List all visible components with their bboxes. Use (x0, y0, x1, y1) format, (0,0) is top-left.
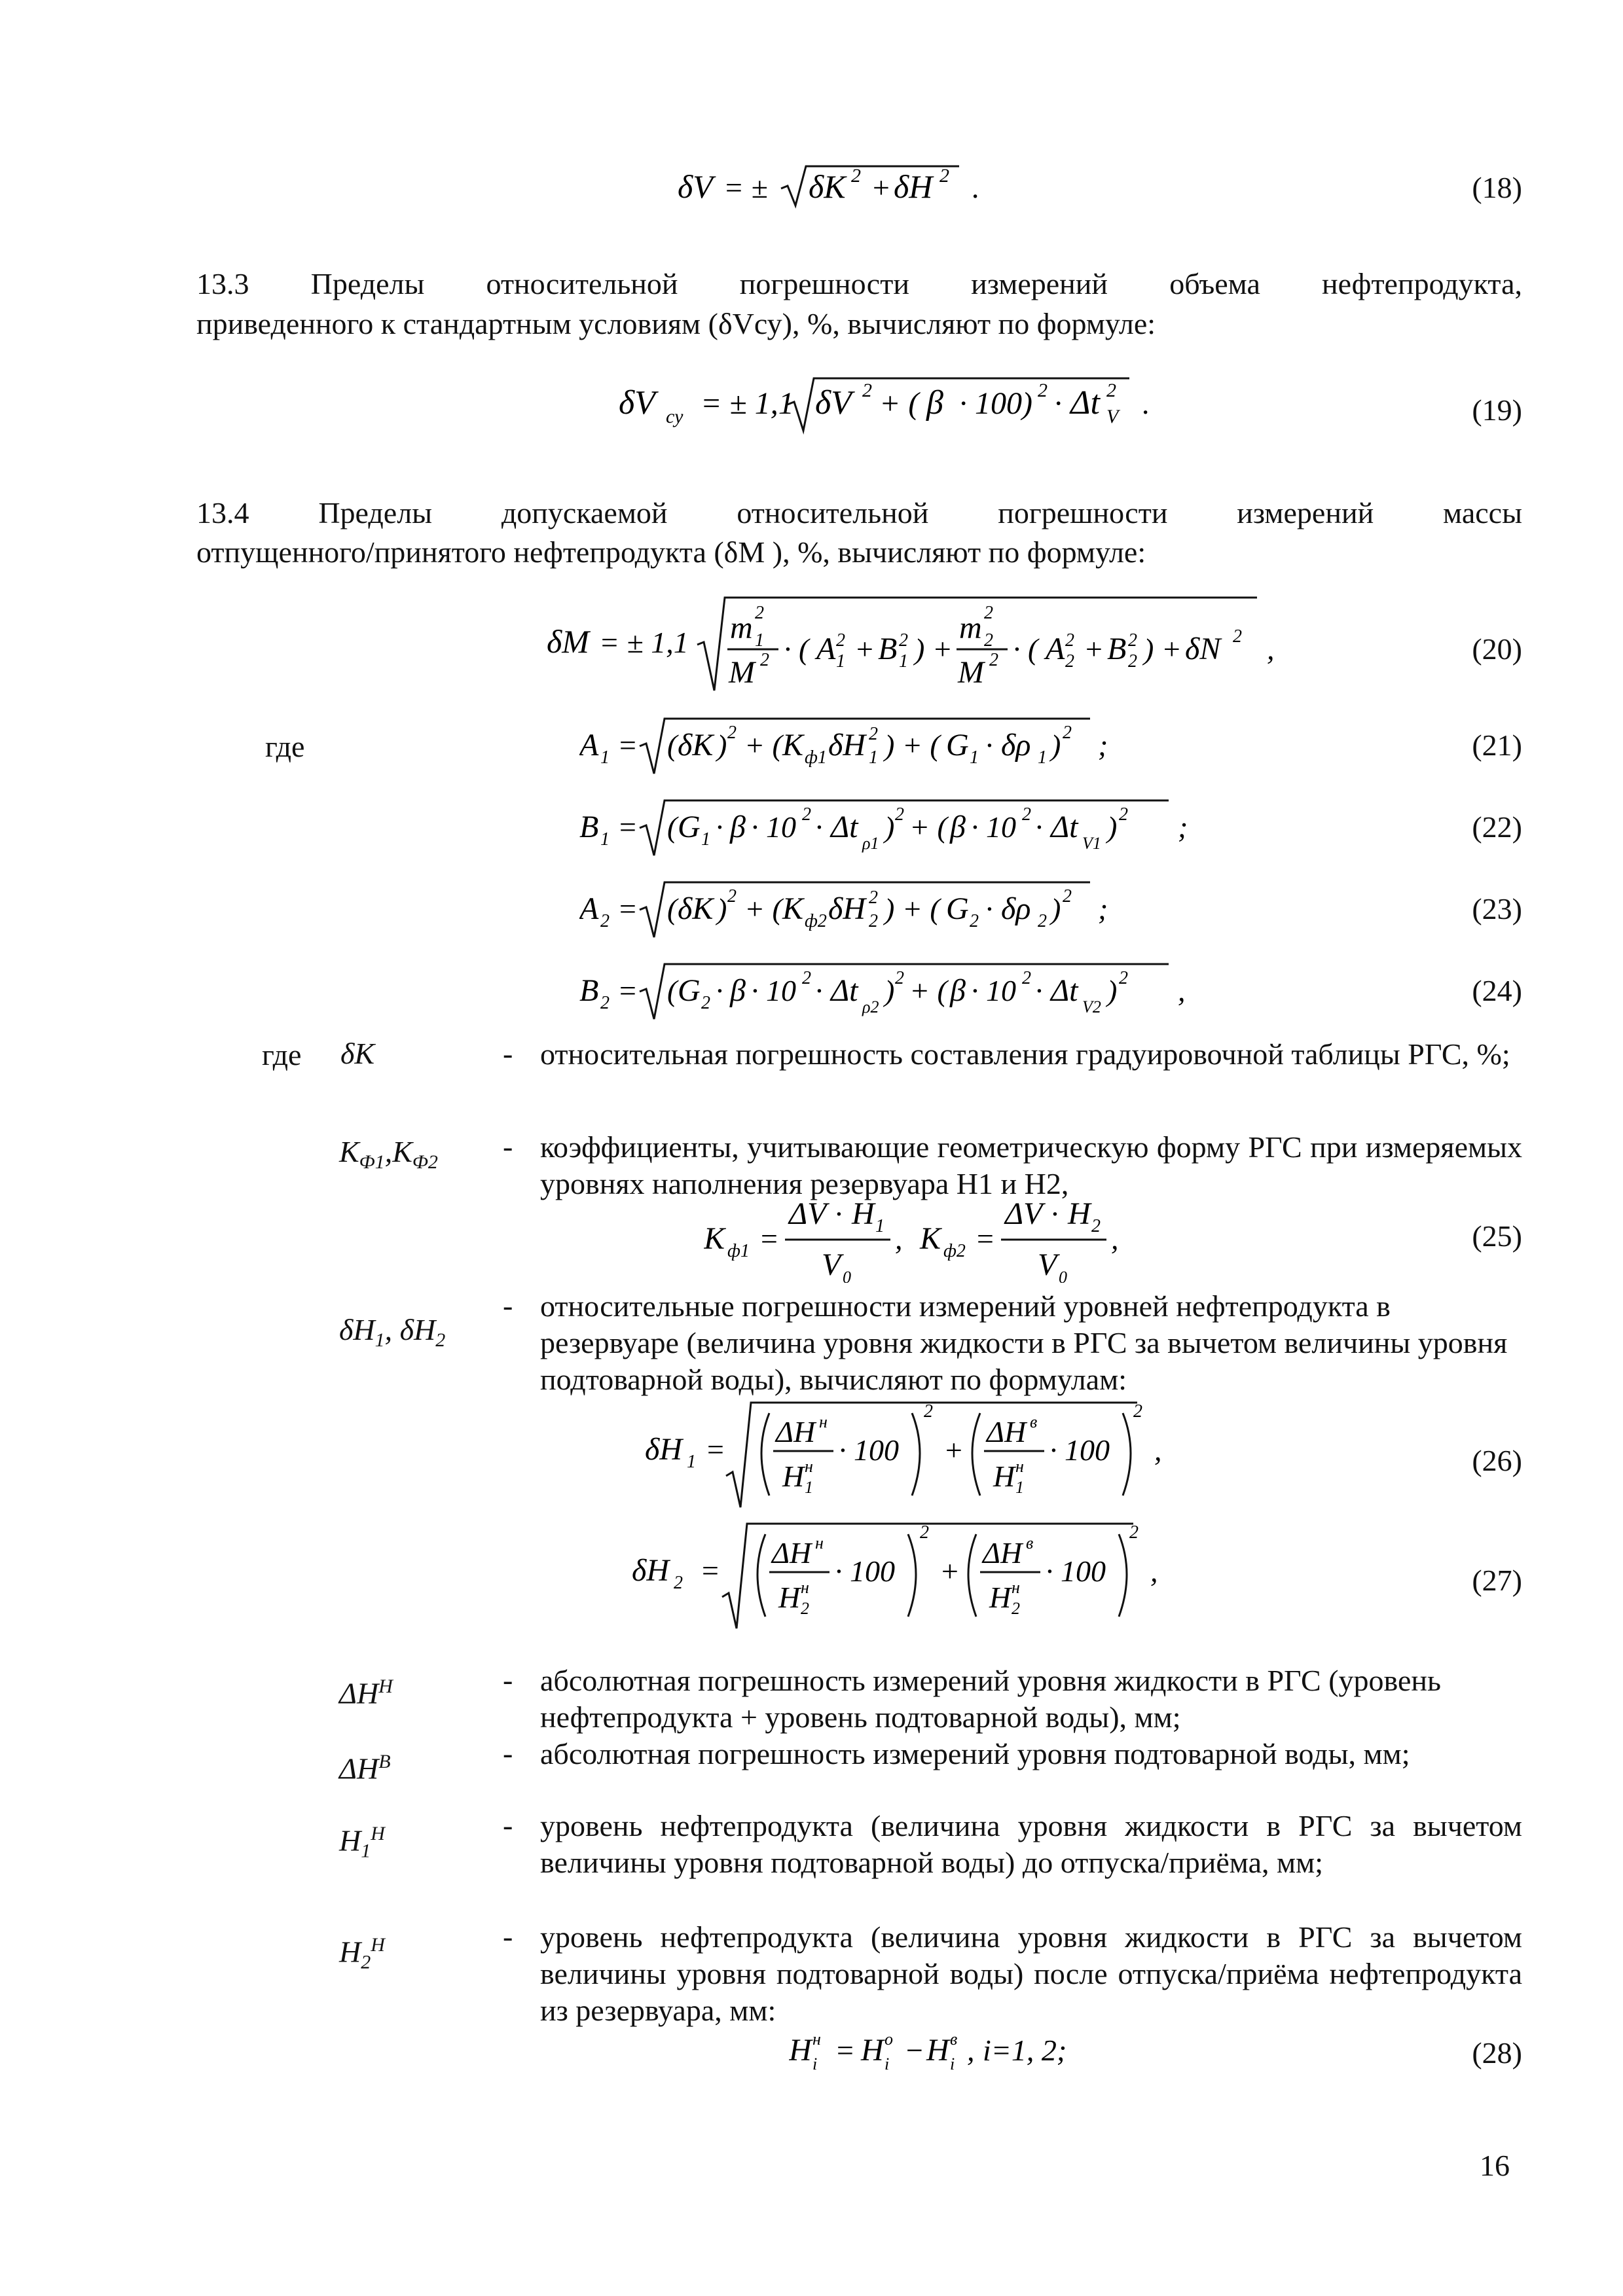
formula-20-render (547, 592, 1319, 697)
formula-19 (619, 373, 1208, 439)
def-symbol-h1n: $H_1^Н$ (339, 1823, 385, 1862)
svg-text:2: 2 (895, 804, 904, 825)
svg-text:· 100): · 100) (959, 386, 1032, 421)
formula-24 (579, 959, 1234, 1024)
para-13-3-line1: 13.3 Пределы относительной погрешности измерений объема нефтепродукта, (196, 267, 1522, 300)
svg-text:G: G (678, 973, 701, 1008)
svg-text:i: i (884, 2054, 890, 2073)
def-text-h2n: уровень нефтепродукта (величина уровня жидкости в РГС за вычетом величины уровня подтоварной воды) после отпуска/приёма нефтепродукта из резервуара, мм: (540, 1920, 1522, 2027)
svg-text:Δt: Δt (1070, 384, 1100, 422)
svg-text:δH: δH (828, 891, 866, 926)
svg-text:·: · (716, 810, 723, 844)
svg-text:=: = (617, 892, 638, 925)
svg-text:+ (: + ( (744, 892, 782, 925)
svg-text:): ) (1107, 810, 1118, 844)
svg-text:β: β (950, 810, 966, 844)
svg-text:K: K (920, 1221, 941, 1256)
svg-text:): ) (1107, 974, 1118, 1007)
svg-text:2: 2 (1091, 1216, 1101, 1236)
svg-text:=: = (835, 2034, 856, 2067)
svg-text:H: H (926, 2033, 949, 2068)
svg-text:1: 1 (899, 651, 908, 672)
def-text-dhn: абсолютная погрешность измерений уровня жидкости в РГС (уровень нефтепродукта + уровень подтоварной воды), мм; (540, 1664, 1442, 1734)
svg-text:i: i (812, 2054, 818, 2073)
svg-text:δH: δH (632, 1553, 669, 1588)
svg-text:ф2: ф2 (805, 911, 827, 931)
svg-text:2: 2 (727, 723, 737, 743)
svg-text:,: , (1267, 632, 1275, 666)
svg-text:) +: ) + (915, 632, 953, 666)
svg-text:=: = (705, 1433, 726, 1466)
formula-22 (579, 795, 1234, 861)
svg-text:· 100: · 100 (835, 1554, 895, 1588)
svg-text:2: 2 (939, 165, 949, 187)
svg-text:δK: δK (678, 891, 714, 926)
formula-21 (579, 713, 1169, 779)
svg-text:0: 0 (843, 1268, 851, 1283)
svg-text:о: о (884, 2030, 893, 2049)
svg-text:2: 2 (1119, 968, 1128, 988)
formula-28-number: (28) (1472, 2036, 1522, 2070)
svg-text:н: н (819, 1412, 828, 1431)
svg-text:(: ( (667, 810, 678, 844)
svg-text:ΔV: ΔV (789, 1196, 827, 1231)
svg-text:B: B (878, 632, 898, 666)
svg-text:2: 2 (1038, 911, 1047, 931)
svg-text:H: H (782, 1460, 805, 1493)
svg-text:V: V (822, 1247, 841, 1282)
svg-text:;: ; (1098, 892, 1108, 925)
svg-text:ф1: ф1 (727, 1241, 750, 1261)
svg-text:2: 2 (869, 724, 878, 744)
svg-text:H: H (1068, 1196, 1091, 1231)
svg-text:·: · (985, 728, 993, 762)
svg-text:B: B (579, 973, 599, 1008)
def-dash: - (503, 1663, 513, 1696)
def-symbol-dK: δК (340, 1037, 374, 1070)
svg-text:2: 2 (1133, 1401, 1142, 1422)
svg-text:H: H (989, 1581, 1012, 1614)
svg-text:2: 2 (802, 968, 811, 988)
formula-24-render (579, 959, 1234, 1024)
svg-text:·: · (1035, 974, 1043, 1007)
svg-text:1: 1 (701, 829, 710, 850)
svg-text:· (: · ( (1013, 632, 1038, 666)
svg-text:2: 2 (1022, 968, 1031, 988)
svg-text:1: 1 (875, 1216, 884, 1236)
svg-text:2: 2 (701, 993, 710, 1013)
svg-text:+: + (939, 1554, 960, 1588)
svg-text:,: , (1154, 1433, 1162, 1467)
svg-text:,: , (967, 2034, 975, 2067)
svg-text:=: = (617, 974, 638, 1007)
svg-text:2: 2 (924, 1401, 933, 1422)
svg-text:1: 1 (869, 747, 878, 768)
formula-28 (789, 2022, 1182, 2081)
svg-text:2: 2 (1106, 380, 1116, 401)
svg-text:ΔV: ΔV (1005, 1196, 1043, 1231)
svg-text:н: н (1015, 1457, 1024, 1476)
svg-text:2: 2 (1065, 630, 1074, 651)
svg-text:Δt: Δt (1051, 810, 1078, 844)
def-symbol-dhn: $\Delta H^Н$ (339, 1676, 393, 1710)
svg-text:=: = (617, 728, 638, 762)
svg-text:1: 1 (755, 630, 764, 651)
svg-text:2: 2 (970, 911, 979, 931)
where-label-2: где (262, 1038, 302, 1071)
svg-text:H: H (852, 1196, 875, 1231)
svg-text:· 100: · 100 (1049, 1433, 1110, 1467)
formula-20-number: (20) (1472, 632, 1522, 666)
formula-20 (547, 592, 1319, 697)
svg-text:G: G (946, 728, 969, 762)
svg-text:δH: δH (645, 1432, 682, 1467)
svg-text:· 100: · 100 (839, 1433, 899, 1467)
svg-text:,: , (1150, 1554, 1158, 1588)
svg-text:K: K (782, 728, 804, 762)
svg-text:2: 2 (1129, 1522, 1139, 1543)
def-dash: - (503, 1808, 513, 1842)
svg-text:−: − (904, 2034, 925, 2067)
svg-text:2: 2 (760, 650, 769, 670)
svg-text:·: · (985, 892, 993, 925)
formula-27-number: (27) (1472, 1564, 1522, 1597)
def-symbol-h2n: $H_2^Н$ (339, 1934, 385, 1973)
svg-text:): ) (717, 728, 727, 762)
svg-text:V: V (1106, 406, 1119, 427)
svg-text:δH: δH (828, 728, 866, 762)
svg-text:2: 2 (755, 603, 764, 623)
svg-text:V2: V2 (1082, 997, 1101, 1016)
svg-text:δM: δM (547, 623, 589, 660)
svg-text:B: B (1107, 632, 1127, 666)
svg-text:;: ; (1098, 728, 1108, 762)
svg-text:β: β (950, 973, 966, 1008)
svg-text:ρ1: ρ1 (862, 834, 879, 853)
formula-26 (645, 1397, 1234, 1509)
def-dash: - (503, 1130, 513, 1163)
svg-text:β: β (730, 973, 746, 1008)
svg-text:·: · (1035, 810, 1043, 844)
svg-text:ΔH: ΔH (776, 1415, 816, 1448)
svg-text:=: = (617, 810, 638, 844)
formula-27 (632, 1518, 1221, 1630)
svg-text:·: · (835, 1197, 843, 1230)
svg-text:(: ( (667, 974, 678, 1007)
svg-text:δV: δV (815, 384, 852, 422)
svg-text:δK: δK (809, 168, 846, 205)
svg-text:.: . (972, 171, 980, 204)
formula-18-render (678, 164, 1044, 209)
def-dash: - (503, 1920, 513, 1953)
svg-text:K: K (782, 891, 804, 926)
svg-text:2: 2 (727, 886, 737, 906)
svg-text:A: A (816, 632, 836, 666)
svg-text:2: 2 (989, 650, 998, 670)
svg-text:;: ; (1178, 810, 1188, 844)
svg-text:+ (: + ( (909, 974, 947, 1007)
formula-22-number: (22) (1472, 810, 1522, 844)
svg-text:,: , (895, 1222, 903, 1255)
def-text-kf: коэффициенты, учитывающие геометрическую форму РГС при измеряемых уровнях наполнения резервуара H1 и H2, (540, 1130, 1522, 1200)
formula-23 (579, 877, 1169, 942)
svg-text:H: H (789, 2033, 812, 2068)
formula-25-render (704, 1191, 1228, 1283)
svg-text:2: 2 (802, 804, 811, 825)
svg-text:2: 2 (1128, 651, 1137, 672)
svg-text:н: н (1012, 1578, 1020, 1597)
svg-text:2: 2 (836, 630, 845, 651)
svg-text:δV: δV (619, 384, 655, 422)
svg-text:i: i (950, 2054, 955, 2073)
svg-text:2: 2 (984, 603, 993, 623)
formula-18 (678, 164, 1044, 209)
svg-text:): ) (884, 810, 895, 844)
svg-text:Δt: Δt (831, 810, 858, 844)
formula-25-number: (25) (1472, 1219, 1522, 1253)
svg-text:1: 1 (1015, 1478, 1024, 1497)
svg-text:2: 2 (1065, 651, 1074, 672)
formula-18-number: (18) (1472, 171, 1522, 204)
svg-text:V: V (1038, 1247, 1057, 1282)
svg-text:2: 2 (600, 911, 610, 931)
svg-text:+ (: + ( (909, 810, 947, 844)
svg-text:(: ( (667, 892, 678, 925)
svg-text:): ) (717, 892, 727, 925)
svg-text:1: 1 (1038, 747, 1047, 768)
formula-21-render (579, 713, 1169, 779)
svg-text:) + (: ) + ( (884, 728, 940, 762)
svg-text:) +: ) + (1144, 632, 1182, 666)
para-13-3-line2: приведенного к стандартным условиям (δVсу), %, вычисляют по формуле: (196, 307, 1156, 340)
svg-text:2: 2 (1233, 626, 1242, 647)
svg-text:2: 2 (1012, 1599, 1020, 1618)
svg-text:.: . (1142, 387, 1150, 420)
svg-text:β: β (730, 810, 746, 844)
svg-text:=: = (759, 1222, 780, 1255)
def-text-dh: относительные погрешности измерений уровней нефтепродукта в резервуаре (величина уровня жидкости в РГС за вычетом величины уровня подтоварной воды), вычисляют по формулам: (540, 1289, 1508, 1396)
svg-text:H: H (993, 1460, 1015, 1493)
para-13-4-line1: 13.4 Пределы допускаемой относительной погрешности измерений массы (196, 496, 1522, 529)
svg-text:2: 2 (1128, 630, 1137, 651)
svg-text:A: A (1046, 632, 1065, 666)
svg-text:=: = (700, 1554, 721, 1587)
svg-text:2: 2 (869, 911, 878, 931)
svg-text:· 10: · 10 (971, 810, 1016, 844)
svg-text:Δt: Δt (831, 973, 858, 1008)
formula-21-number: (21) (1472, 728, 1522, 762)
formula-22-render (579, 795, 1234, 861)
svg-text:): ) (884, 974, 895, 1007)
svg-text:A: A (579, 728, 599, 762)
svg-text:2: 2 (1063, 886, 1072, 906)
svg-text:2: 2 (984, 630, 993, 651)
svg-text:= ±: = ± (723, 171, 768, 204)
svg-text:δN: δN (1185, 632, 1221, 666)
svg-text:β: β (926, 384, 943, 422)
svg-text:в: в (950, 2030, 958, 2049)
svg-text:·: · (815, 810, 823, 844)
svg-text:m: m (959, 611, 982, 645)
svg-text:1: 1 (687, 1452, 696, 1472)
def-symbol-dh: $\delta H_1$, $\delta H_2$ (339, 1313, 446, 1352)
svg-text:· 10: · 10 (971, 974, 1016, 1007)
svg-text:2: 2 (869, 888, 878, 908)
formula-25 (704, 1191, 1228, 1283)
formula-23-number: (23) (1472, 892, 1522, 925)
def-dash: - (503, 1037, 513, 1070)
svg-text:· 10: · 10 (751, 810, 796, 844)
def-dash: - (503, 1289, 513, 1322)
svg-text:ρ2: ρ2 (862, 997, 879, 1016)
svg-text:2: 2 (674, 1573, 683, 1593)
svg-text:+ (: + ( (879, 386, 919, 421)
def-dash: - (503, 1736, 513, 1770)
formula-27-render (632, 1518, 1221, 1630)
svg-text:ΔH: ΔH (772, 1536, 812, 1570)
svg-text:1: 1 (600, 829, 610, 850)
svg-text:в: в (1030, 1412, 1038, 1431)
svg-text:2: 2 (899, 630, 908, 651)
svg-text:· (: · ( (784, 632, 809, 666)
formula-26-render (645, 1397, 1234, 1509)
svg-text:ΔH: ΔH (987, 1415, 1027, 1448)
svg-text:1: 1 (836, 651, 845, 672)
def-text-dhv: абсолютная погрешность измерений уровня подтоварной воды, мм; (540, 1737, 1410, 1770)
svg-text:): ) (1051, 892, 1061, 925)
svg-text:· 100: · 100 (1046, 1554, 1106, 1588)
svg-text:2: 2 (600, 993, 610, 1013)
svg-text:B: B (579, 810, 599, 844)
svg-text:(: ( (667, 728, 678, 762)
svg-text:M: M (729, 655, 755, 690)
svg-text:) + (: ) + ( (884, 892, 940, 925)
svg-text:н: н (801, 1578, 809, 1597)
svg-text:н: н (815, 1534, 824, 1552)
svg-text:·: · (716, 974, 723, 1007)
svg-text:δH: δH (894, 168, 933, 205)
svg-text:0: 0 (1059, 1268, 1067, 1283)
svg-text:=: = (975, 1222, 996, 1255)
def-text-dK: относительная погрешность составления градуировочной таблицы РГС, %; (540, 1037, 1510, 1071)
svg-text:2: 2 (1063, 723, 1072, 743)
svg-text:H: H (778, 1581, 801, 1614)
svg-text:ф2: ф2 (943, 1241, 966, 1261)
svg-text:1: 1 (970, 747, 979, 768)
formula-19-render (619, 373, 1208, 439)
svg-text:· 10: · 10 (751, 974, 796, 1007)
svg-text:+: + (1084, 632, 1104, 666)
svg-text:Δt: Δt (1051, 973, 1078, 1008)
svg-text:ф1: ф1 (805, 747, 827, 768)
svg-text:δK: δK (678, 728, 714, 762)
svg-text:+ (: + ( (744, 728, 782, 762)
svg-text:+: + (943, 1433, 964, 1467)
svg-text:2: 2 (851, 165, 861, 187)
svg-text:2: 2 (1022, 804, 1031, 825)
svg-text:·: · (815, 974, 823, 1007)
svg-text:2: 2 (1119, 804, 1128, 825)
svg-text:= ± 1,1: = ± 1,1 (599, 626, 689, 659)
def-text-h1n: уровень нефтепродукта (величина уровня жидкости в РГС за вычетом величины уровня подтоварной воды) до отпуска/приёма, мм; (540, 1809, 1522, 1879)
svg-text:2: 2 (920, 1522, 929, 1543)
svg-text:,: , (1111, 1222, 1119, 1255)
svg-text:су: су (666, 406, 684, 427)
svg-text:m: m (730, 611, 753, 645)
para-13-4-line2: отпущенного/принятого нефтепродукта (δM ), %, вычисляют по формуле: (196, 535, 1146, 569)
svg-text:G: G (946, 891, 969, 926)
svg-text:1: 1 (600, 747, 610, 768)
svg-text:δρ: δρ (1001, 891, 1031, 926)
svg-text:= ± 1,1: = ± 1,1 (701, 386, 794, 421)
svg-text:2: 2 (895, 968, 904, 988)
svg-text:A: A (579, 891, 599, 926)
svg-text:δV: δV (678, 168, 713, 205)
svg-text:н: н (805, 1457, 813, 1476)
formula-23-render (579, 877, 1169, 942)
svg-text:2: 2 (1038, 380, 1048, 401)
formula-19-number: (19) (1472, 393, 1522, 427)
def-symbol-dhv: $\Delta H^В$ (339, 1751, 391, 1785)
svg-text:,: , (1178, 974, 1186, 1007)
svg-text:K: K (704, 1221, 725, 1256)
svg-text:ΔH: ΔH (983, 1536, 1023, 1570)
svg-text:+: + (854, 632, 875, 666)
svg-text:н: н (812, 2030, 821, 2049)
svg-text:1: 1 (805, 1478, 813, 1497)
svg-text:i=1, 2;: i=1, 2; (983, 2034, 1067, 2067)
svg-text:2: 2 (801, 1599, 809, 1618)
svg-text:·: · (1051, 1197, 1059, 1230)
svg-text:·: · (1054, 386, 1062, 421)
def-symbol-kf: $К_{Ф1},К_{Ф2}$ (339, 1135, 438, 1174)
page-number: 16 (1480, 2149, 1510, 2182)
svg-text:+: + (871, 171, 892, 204)
svg-text:): ) (1051, 728, 1061, 762)
formula-26-number: (26) (1472, 1444, 1522, 1477)
svg-text:M: M (958, 655, 984, 690)
svg-text:G: G (678, 810, 701, 844)
formula-28-render (789, 2022, 1182, 2081)
svg-text:δρ: δρ (1001, 728, 1031, 762)
svg-text:V1: V1 (1082, 834, 1101, 853)
svg-text:2: 2 (862, 380, 872, 401)
formula-24-number: (24) (1472, 974, 1522, 1007)
svg-text:H: H (861, 2033, 884, 2068)
where-label-1: где (265, 730, 305, 763)
svg-text:в: в (1026, 1534, 1034, 1552)
